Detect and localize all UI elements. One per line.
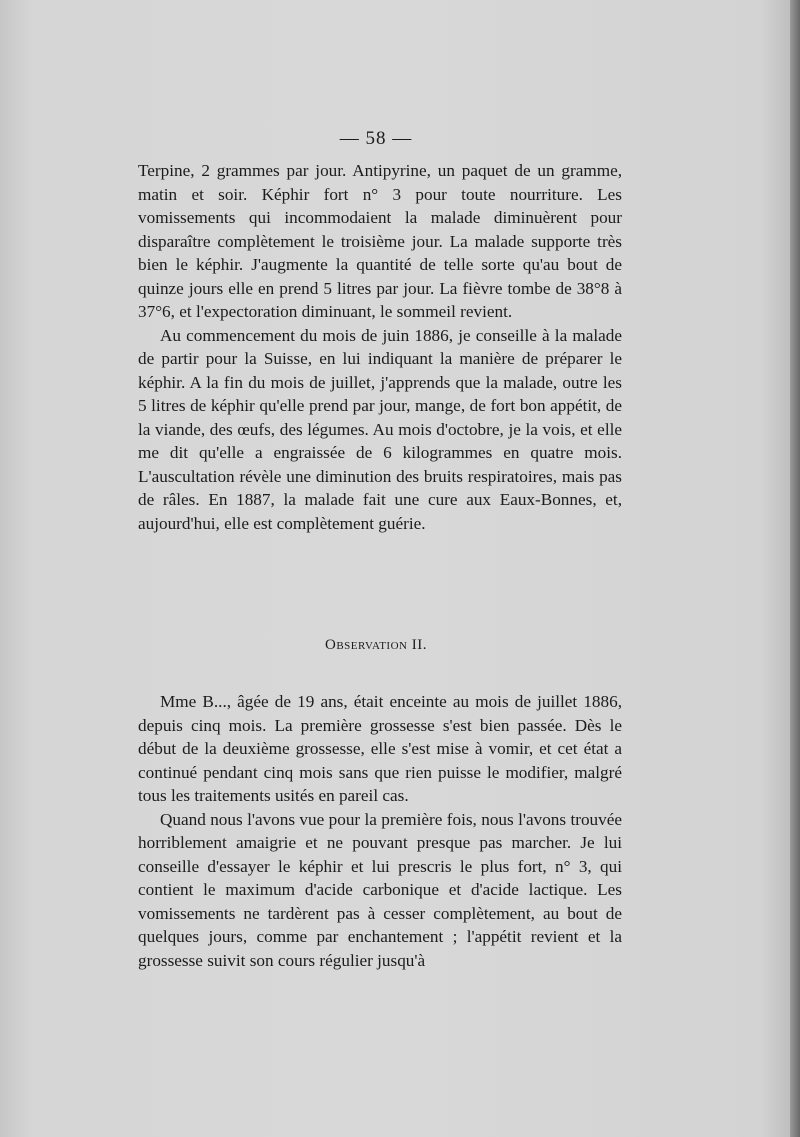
paragraph: Quand nous l'avons vue pour la première fois, nous l'avons trouvée horriblement amaigrie et ne pouvant presque pas marcher. Je lui conseille d'essayer le képhir et lui prescris le plus fort, n° 3, qui contient le maximum d'acide carbonique et d'acide lactique. Les vomissements ne tardèrent pas à cesser complètement, au bout de quelques jours, comme par enchantement ; l'appétit revient et la grossesse suivit son cours régulier jusqu'à bbox=[138, 809, 622, 970]
paragraph: Au commencement du mois de juin 1886, je conseille à la malade de partir pour la Suisse, en lui indiquant la manière de préparer le képhir. A la fin du mois de juillet, j'apprends que la malade, outre les 5 litres de képhir qu'elle prend par jour, mange, de fort bon appétit, de la viande, des œufs, des légumes. Au mois d'octobre, je la vois, et elle me dit qu'elle a engraissée de 6 kilogrammes en quatre mois. L'auscultation révèle une diminution des bruits respiratoires, mais pas de râles. En 1887, la malade fait une cure aux Eaux-Bonnes, et, aujourd'hui, elle est complètement guérie. bbox=[138, 325, 622, 533]
text-block-bottom bbox=[138, 690, 622, 972]
page-number: — 58 — bbox=[339, 128, 413, 149]
text-block-top bbox=[138, 159, 622, 535]
section-heading: Observation II. bbox=[325, 637, 427, 653]
page-edge-shadow bbox=[790, 0, 800, 1137]
paragraph: Mme B..., âgée de 19 ans, était enceinte au mois de juillet 1886, depuis cinq mois. La première grossesse s'est bien passée. Dès le début de la deuxième grossesse, elle s'est mise à vomir, et cet état a continué pendant cinq mois sans que rien puisse le modifier, malgré tous les traitements usités en pareil cas. bbox=[138, 692, 622, 805]
paragraph: Terpine, 2 grammes par jour. Antipyrine, un paquet de un gramme, matin et soir. Képhir fort n° 3 pour toute nourriture. Les vomissements qui incommodaient la malade diminuèrent pour disparaître complètement le troisième jour. La malade supporte très bien le képhir. J'augmente la quantité de telle sorte qu'au bout de quinze jours elle en prend 5 litres par jour. La fièvre tombe de 38°8 à 37°6, et l'expectoration diminuant, le sommeil revient. bbox=[138, 161, 622, 321]
